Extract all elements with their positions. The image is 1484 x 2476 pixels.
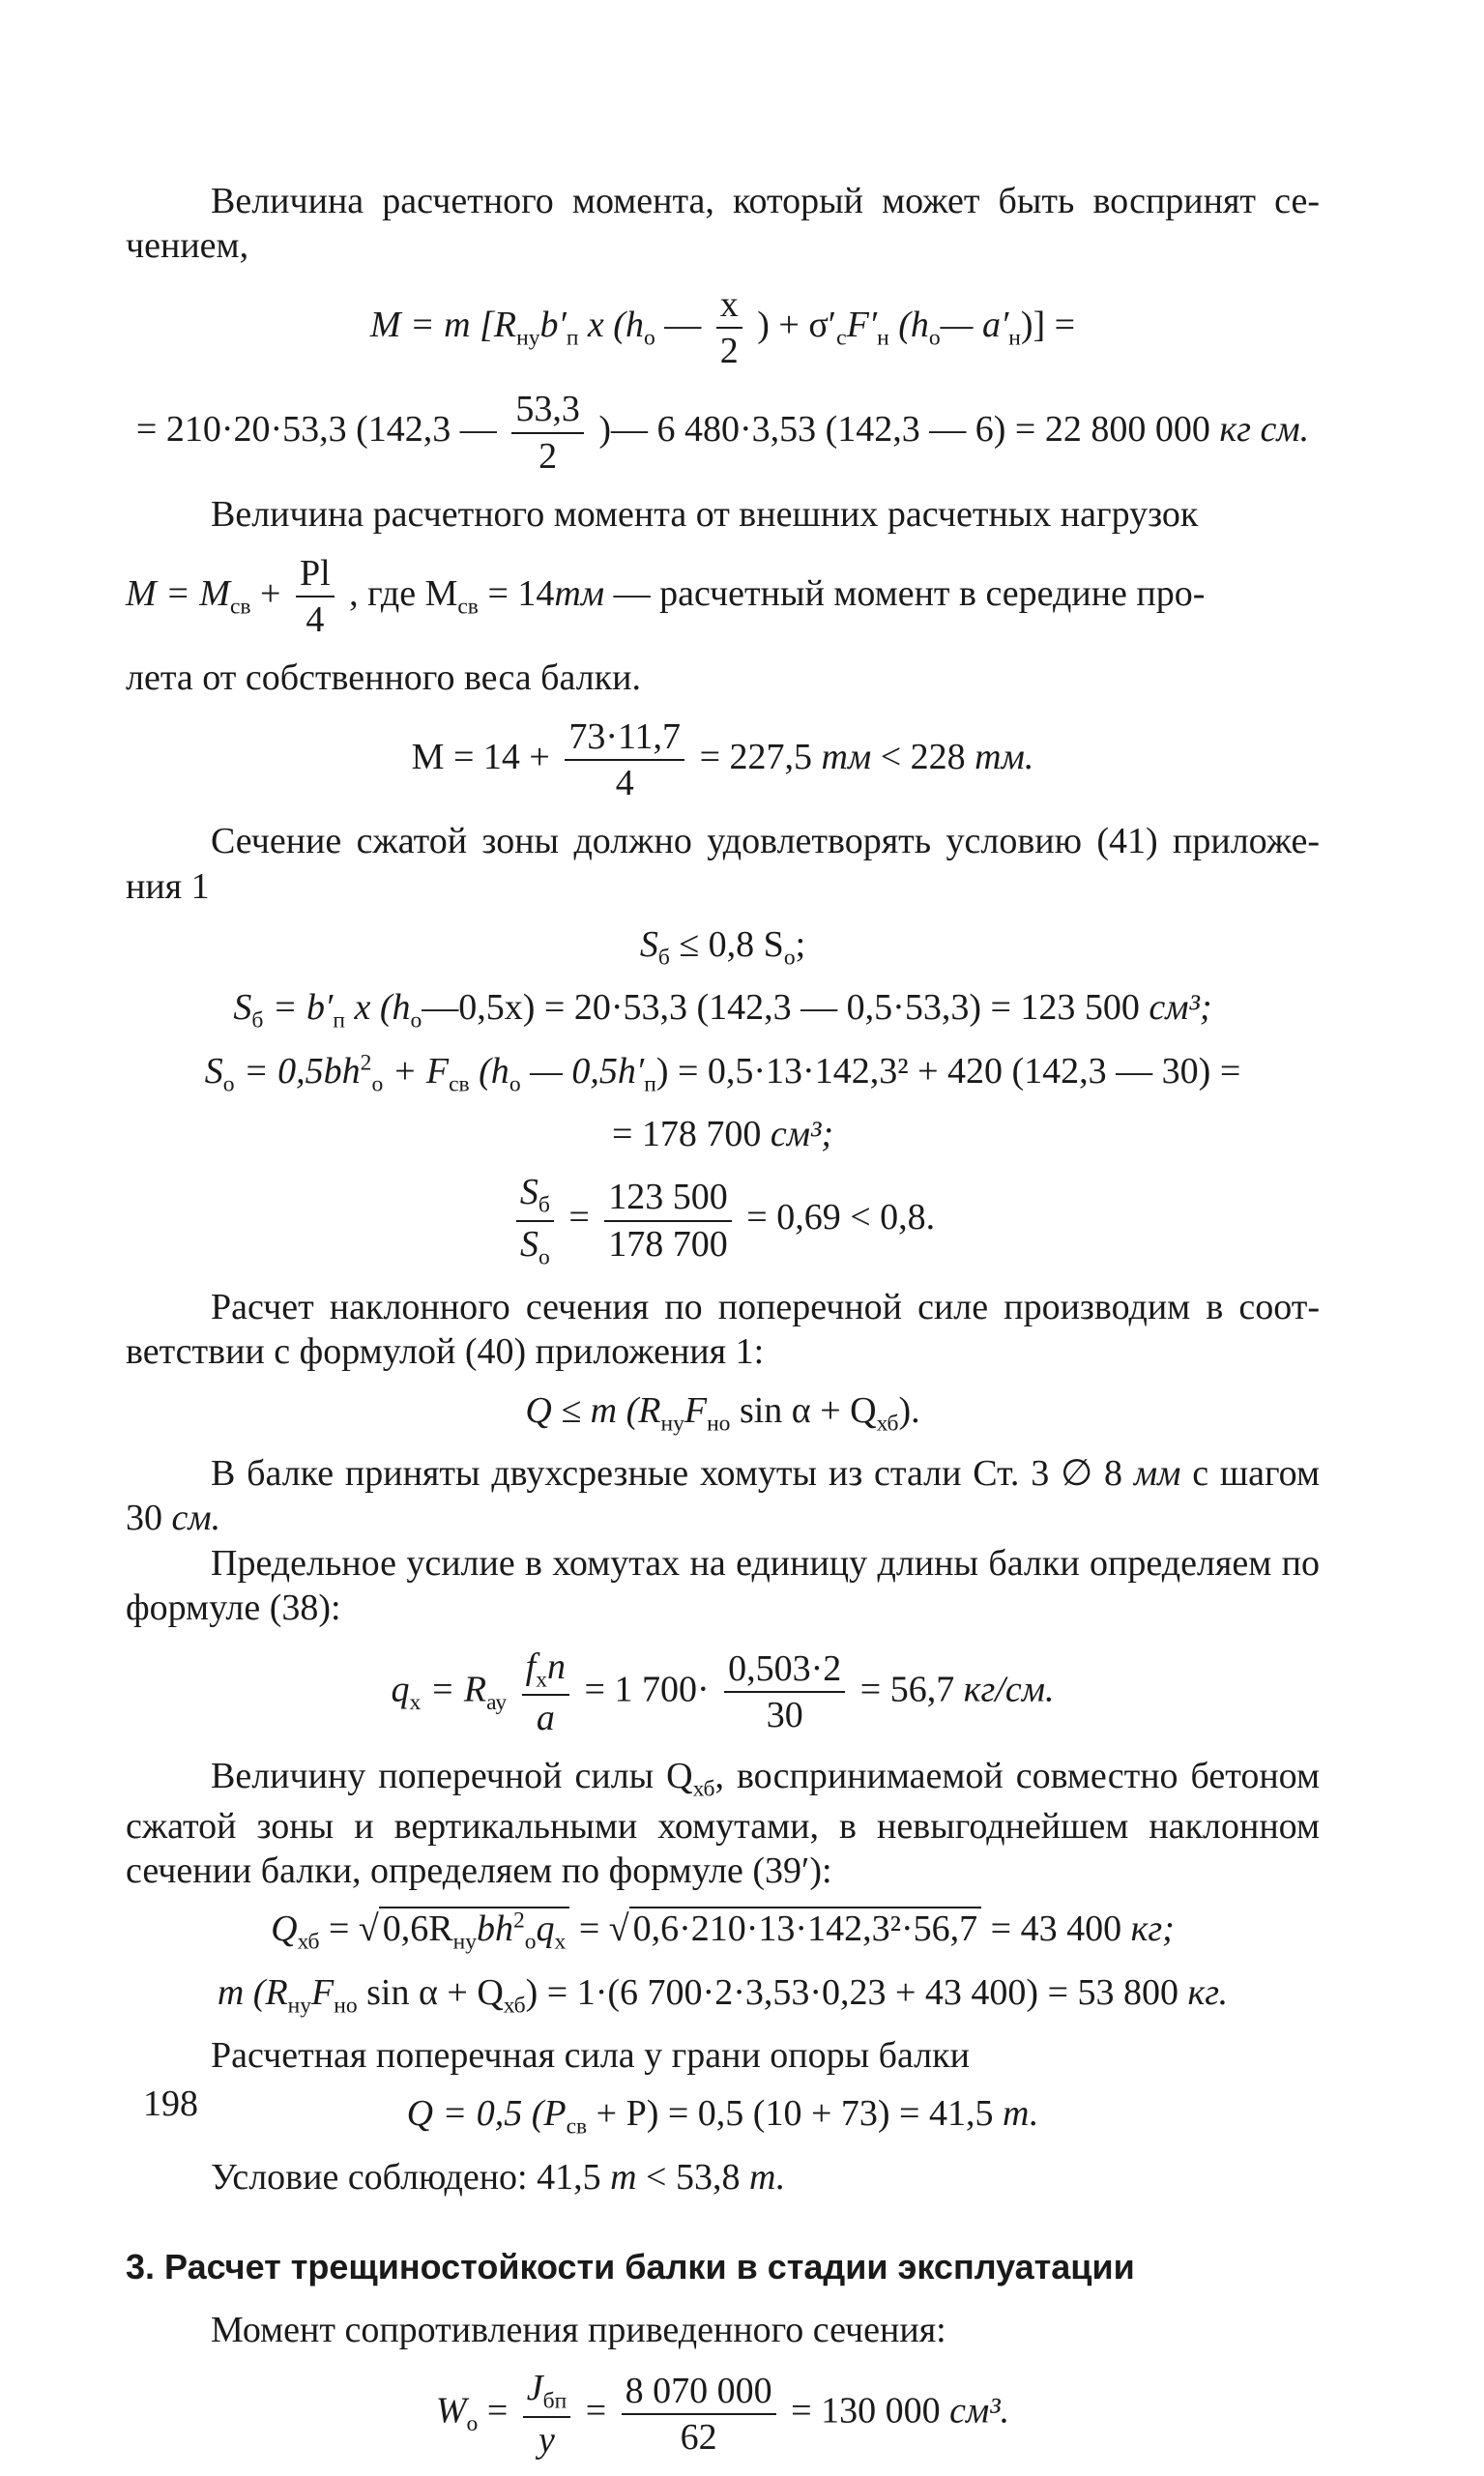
formula-moment-total: M = 14 + $\frac{73\cdot 11,7}{4}$ = 227,5 тм < 228 тм. [411,715,1034,803]
formula-qxb: $Q_{хб}$ = √ $0,6R_{ну}bh^2_оq_х$ = √ 0,6·210·13·142,3²·56,7 = 43 400 кг; [271,1908,1175,1955]
paragraph-stirrup-force: Предельное усилие в хомутах на единицу длины балки определяем по формуле (38): [126,1542,1320,1629]
paragraph-external-moment-end: лета от собственного веса балки. [126,657,641,699]
paragraph-compressed-zone: Сечение сжатой зоны должно удовлетворять условию (41) приложе-ния 1 [126,821,1320,907]
paragraph-section-modulus: Момент сопротивления приведенного сечения: [211,2309,946,2350]
paragraph-condition-met: Условие соблюдено: 41,5 т < 53,8 т. [211,2156,786,2198]
paragraph-stirrups: В балке приняты двухсрезные хомуты из стали Ст. 3 ∅ 8 мм с шагом 30 см. [126,1453,1321,1539]
formula-moment-numeric: = 210·20·53,3 (142,3 — $\frac{53,3}{2}$ )— 6 480·3,53 (142,3 — 6) = 22 800 000 кг см. [135,389,1310,477]
paragraph-shear-force: Величину поперечной силы $Q_{хб}$, воспринимаемой совместно бетоном сжатой зоны и вертикальными хомутами, в невыгоднейшем наклонном сечении балки, определяем по формуле (39′): [126,1756,1320,1891]
formula-shear-capacity: m ($R_{ну}F_{но}$ $\sin \alpha + Q_{хб}) = 1\cdot(6$ 700·2·3,53·0,23 + 43 400) = 53 800 кг. [217,1971,1229,2019]
formula-moment-general: M = m [$R_{ну}b'_п$ x ($h_о$ — $\frac{x}{2}$ ) + $\sigma'_сF'_н$ ($h_о—$ $a'_н$)] = [369,283,1076,372]
formula-so-result: = 178 700 см³; [611,1114,834,1155]
formula-shear-condition: Q ≤ m ($R_{ну}F_{но}$ $\sin \alpha + Q_{хб}$). [525,1389,920,1437]
formula-ratio: $S_б$ $S_о$ = $\frac{123 500}{178 700}$ = 0,69 < 0,8. [126,1170,1320,1271]
section-heading: 3. Расчет трещиностойкости балки в стадии эксплуатации [126,2246,1135,2287]
formula-section-modulus: $W_о$ = $J_{бп}$ y = $\frac{8 070 000}{62}$ = 130 000 см³. [435,2368,1010,2461]
paragraph-moment-capacity: Величина расчетного момента, который может быть воспринят се-чением, [126,181,1320,267]
page-body [126,179,1320,2476]
paragraph-inclined-section: Расчет наклонного сечения по поперечной силе производим в соот-ветствии с формулой (40) приложения 1: [126,1287,1320,1373]
formula-condition-sb: $S_б \le 0,8$ $S_о$; [639,924,806,971]
paragraph-design-shear: Расчетная поперечная сила у грани опоры балки [211,2034,970,2076]
paragraph-external-moment: Величина расчетного момента от внешних расчетных нагрузок [211,494,1199,536]
formula-external-moment-line: $M = M_{св}$ + $\frac{Pl}{4}$ , где $M_{св} = 14тм$ — расчетный момент в середине про- [126,552,1206,640]
formula-sb: $S_б = b'_п$ x $(h_о—0,5x) = 20\cdot 53,3$ (142,3 — 0,5·53,3) = 123 500 см³; [233,987,1212,1034]
formula-so: $S_о = 0,5bh^2_о + F_{св}$ ($h_о$ — $0,5h'_п) = 0,5\cdot 13\cdot 142,3^2 + 420$ (142,3 — 30) = [204,1050,1241,1097]
formula-design-shear: Q = 0,5 $(P_{св} + P) = 0,5$ (10 + 73) = 41,5 т. [406,2093,1039,2140]
page-number: 198 [143,2083,198,2124]
formula-qx: $q_х = R_{ау}$ $f_хn$ a = 1 700· $\frac{0,503\cdot 2}{30}$ = 56,7 кг/см. [391,1646,1055,1738]
